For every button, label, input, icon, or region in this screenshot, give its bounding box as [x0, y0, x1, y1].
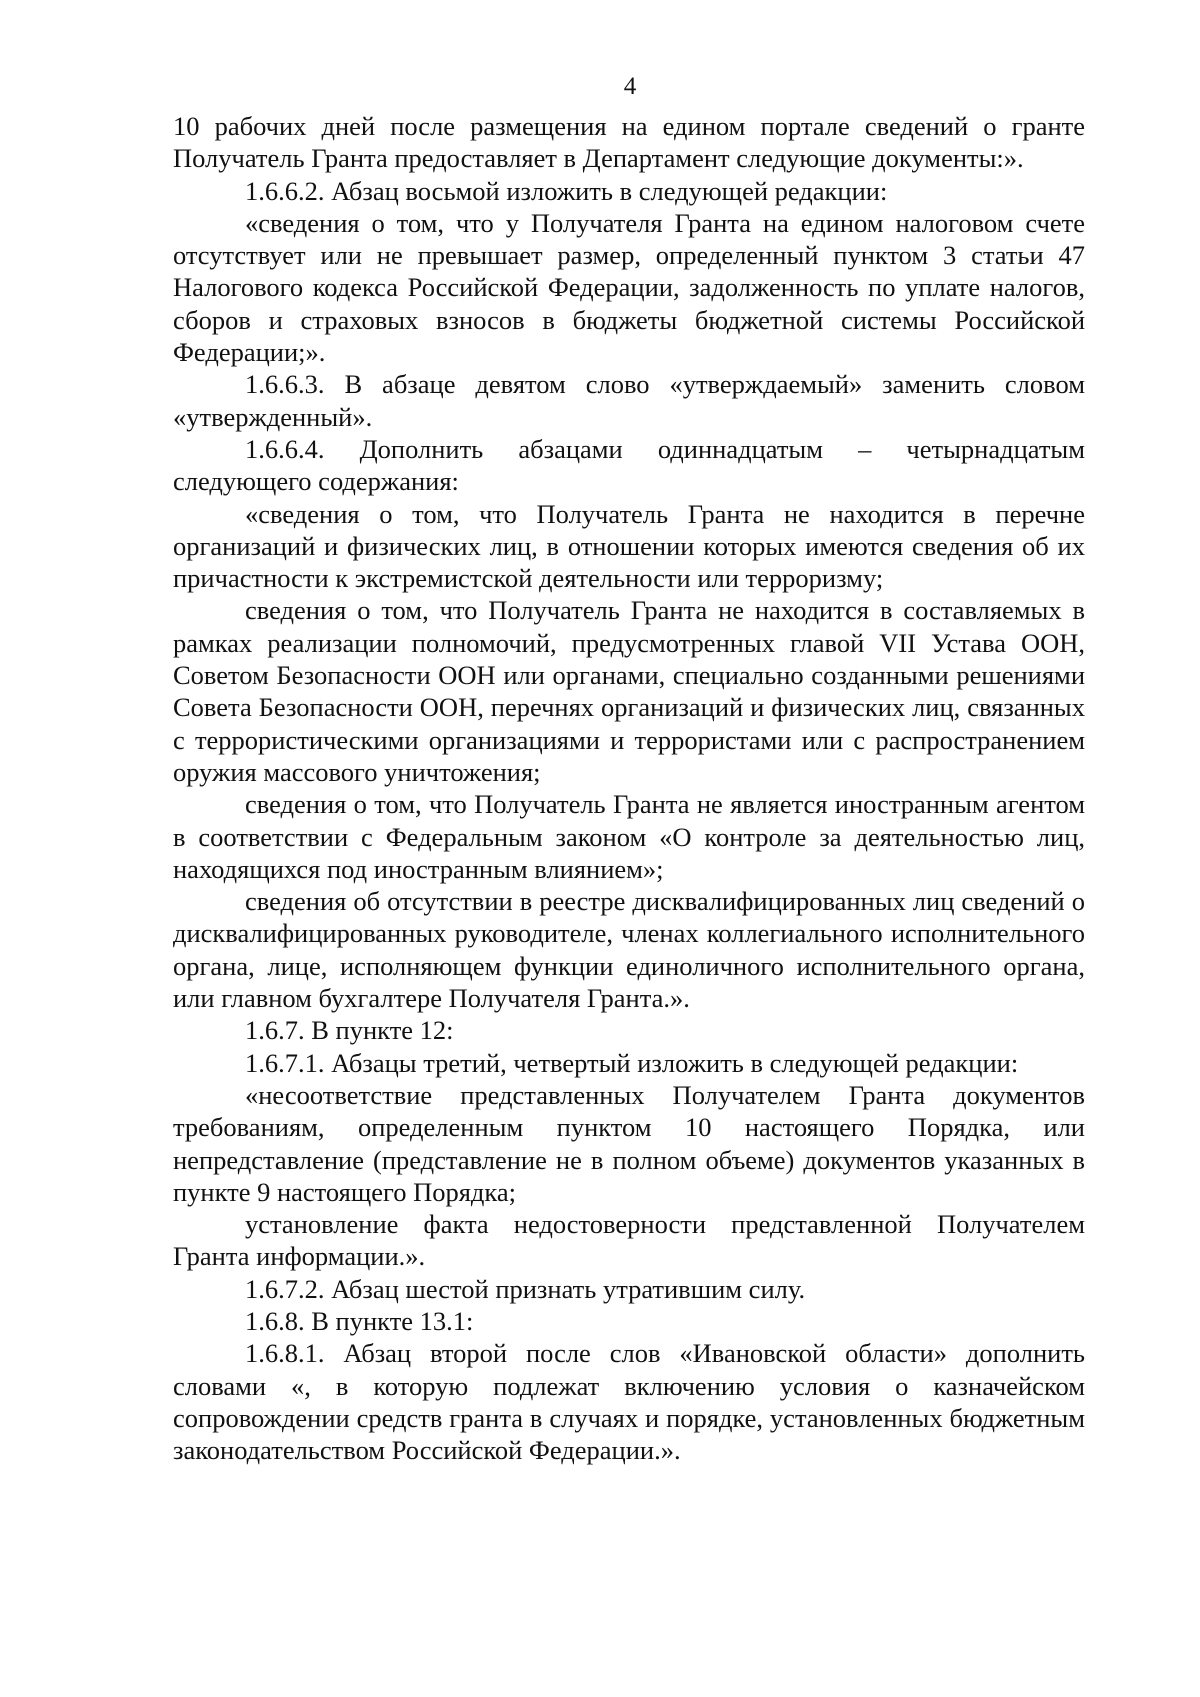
paragraph-14: 1.6.7.2. Абзац шестой признать утратившим силу. [245, 1273, 806, 1304]
paragraph-12: «несоответствие представленных Получателем Гранта документов требованиям, определенным пунктом 10 настоящего Порядка, или непредставление (представление не в полном объеме) документов указанных в пункте 9 настоящего Порядка; [173, 1079, 1085, 1207]
paragraph-5: 1.6.6.4. Дополнить абзацами одиннадцатым – четырнадцатым следующего содержания: [173, 433, 1085, 497]
paragraph-8: сведения о том, что Получатель Гранта не является иностранным агентом в соответствии с Федеральным законом «О контроле за деятельностью лиц, находящихся под иностранным влиянием»; [173, 789, 1085, 884]
paragraph-3: «сведения о том, что у Получателя Гранта на едином налоговом счете отсутствует или не превышает размер, определенный пунктом 3 статьи 47 Налогового кодекса Российской Федерации, задолженность по уплате налогов, сборов и страховых взносов в бюджеты бюджетной системы Российской Федерации;». [173, 207, 1085, 368]
document-body [173, 110, 1085, 1466]
paragraph-11: 1.6.7.1. Абзацы третий, четвертый изложить в следующей редакции: [245, 1047, 1019, 1078]
paragraph-15: 1.6.8. В пункте 13.1: [245, 1305, 474, 1336]
paragraph-16: 1.6.8.1. Абзац второй после слов «Ивановской области» дополнить словами «, в которую подлежат включению условия о казначейском сопровождении средств гранта в случаях и порядке, установленных бюджетным законодательством Российской Федерации.». [173, 1338, 1085, 1466]
paragraph-1: 10 рабочих дней после размещения на едином портале сведений о гранте Получатель Гранта предоставляет в Департамент следующие документы:». [173, 111, 1085, 174]
page-number: 4 [623, 73, 637, 100]
paragraph-10: 1.6.7. В пункте 12: [245, 1015, 454, 1046]
paragraph-7: сведения о том, что Получатель Гранта не находится в составляемых в рамках реализации полномочий, предусмотренных главой VII Устава ООН, Советом Безопасности ООН или органами, специально созданными решениями Совета Безопасности ООН, перечнях организаций и физических лиц, связанных с террористическими организациями и террористами или с распространением оружия массового уничтожения; [173, 595, 1085, 787]
paragraph-2: 1.6.6.2. Абзац восьмой изложить в следующей редакции: [245, 175, 888, 206]
paragraph-13: установление факта недостоверности представленной Получателем Гранта информации.». [173, 1209, 1085, 1272]
paragraph-4: 1.6.6.3. В абзаце девятом слово «утверждаемый» заменить словом «утвержденный». [173, 369, 1085, 432]
paragraph-9: сведения об отсутствии в реестре дисквалифицированных лиц сведений о дисквалифицированных руководителе, членах коллегиального исполнительного органа, лице, исполняющем функции единоличного исполнительного органа, или главном бухгалтере Получателя Гранта.». [173, 886, 1085, 1014]
paragraph-6: «сведения о том, что Получатель Гранта не находится в перечне организаций и физических лиц, в отношении которых имеются сведения об их причастности к экстремистской деятельности или терроризму; [173, 498, 1085, 594]
